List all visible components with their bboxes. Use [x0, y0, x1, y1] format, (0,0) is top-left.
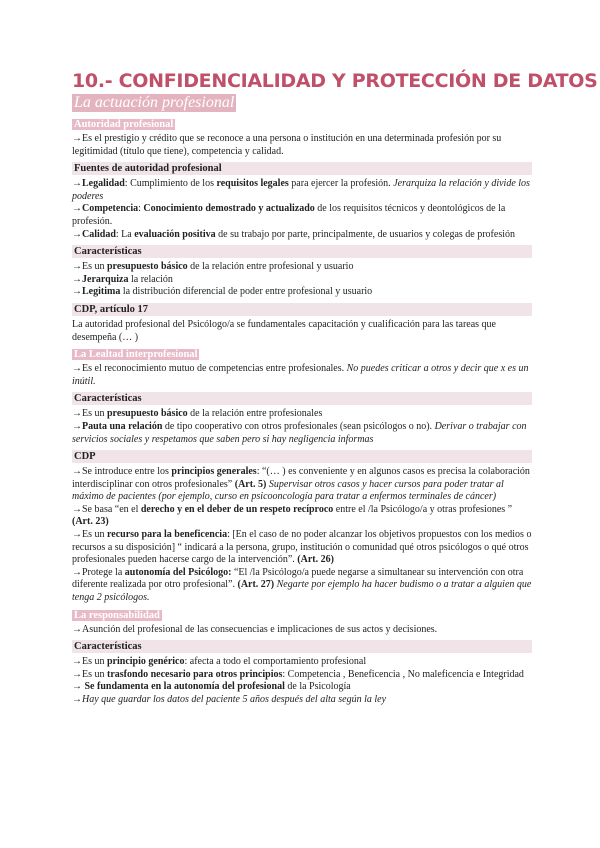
list-item: →Es un recurso para la beneficencia: [En el caso de no poder alcanzar los objetivos propuestos con los medios o recursos a su disposición] “ indicará a la persona, grupo, institución o comunidad qué otros psicólogos o qué otros profesionales pueden hacerse cargo de la intervención”. (Art. 26)	[72, 529, 532, 566]
subsection-autoridad: Autoridad profesional	[74, 119, 174, 130]
list-item: →Es un trasfondo necesario para otros principios: Competencia , Beneficencia , No maleficencia e Integridad	[72, 668, 524, 680]
item-legalidad: →Legalidad: Cumplimiento de los requisitos legales para ejercer la profesión. Jerarquiza la relación y divide los poderes	[72, 178, 530, 202]
heading-cdp-art17: CDP, artículo 17	[72, 303, 532, 316]
paragraph-lealtad-def: →Es el reconocimiento mutuo de competencias entre profesionales. No puedes criticar a otros y decir que x es un inútil.	[72, 363, 529, 387]
list-item: →Se basa “en el derecho y en el deber de un respeto recíproco entre el /la Psicólogo/a y otras profesiones ” (Art. 23)	[72, 503, 513, 528]
paragraph-cdp-art17: La autoridad profesional del Psicólogo/a se fundamentales capacitación y cualificación para las tareas que desempeña (… )	[72, 318, 496, 343]
item-competencia: →Competencia: Conocimiento demostrado y actualizado de los requisitos técnicos y deontológicos de la profesión.	[72, 203, 506, 227]
page-title: 10.- CONFIDENCIALIDAD Y PROTECCIÓN DE DATOS	[72, 70, 598, 92]
list-item: →Pauta una relación de tipo cooperativo con otros profesionales (sean psicólogos o no). Derivar o trabajar con servicios sociales y respetamos que saben pero si hay negligencia informas	[72, 420, 527, 445]
list-item: →Es un presupuesto básico de la relación entre profesionales	[72, 408, 323, 420]
heading-caracteristicas: Características	[72, 245, 532, 258]
subsection-lealtad: La Lealtad interprofesional	[74, 349, 198, 361]
list-item: →Es un presupuesto básico de la relación entre profesional y usuario	[72, 261, 354, 273]
list-item: →Hay que guardar los datos del paciente 5 años después del alta según la ley	[72, 694, 387, 705]
list-item: →Jerarquiza la relación	[72, 273, 173, 285]
list-item: →Se introduce entre los principios generales: “(… ) es conveniente y en algunos casos es precisa la colaboración interdisciplinar con otros profesionales” (Art. 5) Supervisar otros casos y hacer cursos para poder tratar al máximo de pacientes (por ejemplo, curso en psicooncología para tratar a enfermos terminales de cáncer)	[72, 466, 530, 503]
document-page	[72, 70, 598, 707]
list-item: → Se fundamenta en la autonomía del profesional de la Psicología	[72, 681, 351, 693]
item-calidad: →Calidad: La evaluación positiva de su trabajo por parte, principalmente, de usuarios y colegas de profesión	[72, 228, 515, 240]
heading-cdp: CDP	[72, 450, 532, 463]
list-item: →Es un principio genérico: afecta a todo el comportamiento profesional	[72, 656, 367, 668]
list-item: →Legitima la distribución diferencial de poder entre profesional y usuario	[72, 286, 373, 298]
section-heading: La actuación profesional	[74, 94, 235, 111]
list-item: →Protege la autonomía del Psicólogo: “El /la Psicólogo/a puede negarse a simultanear su intervención con otra diferente realizada por otro profesional”. (Art. 27) Negarte por ejemplo ha hacer budismo o a tratar a alguien que tenga 2 psicólogos.	[72, 566, 532, 604]
heading-fuentes: Fuentes de autoridad profesional	[72, 162, 532, 175]
heading-caracteristicas: Características	[72, 640, 532, 653]
subsection-responsabilidad: La responsabilidad	[74, 609, 160, 621]
paragraph-autoridad-def: →Es el prestigio y crédito que se reconoce a una persona o institución en una determinada profesión por su legitimidad (título que tiene), competencia y calidad.	[72, 133, 502, 157]
paragraph-responsabilidad-def: →Asunción del profesional de las consecuencias e implicaciones de sus actos y decisiones.	[72, 623, 438, 635]
heading-caracteristicas: Características	[72, 392, 532, 405]
